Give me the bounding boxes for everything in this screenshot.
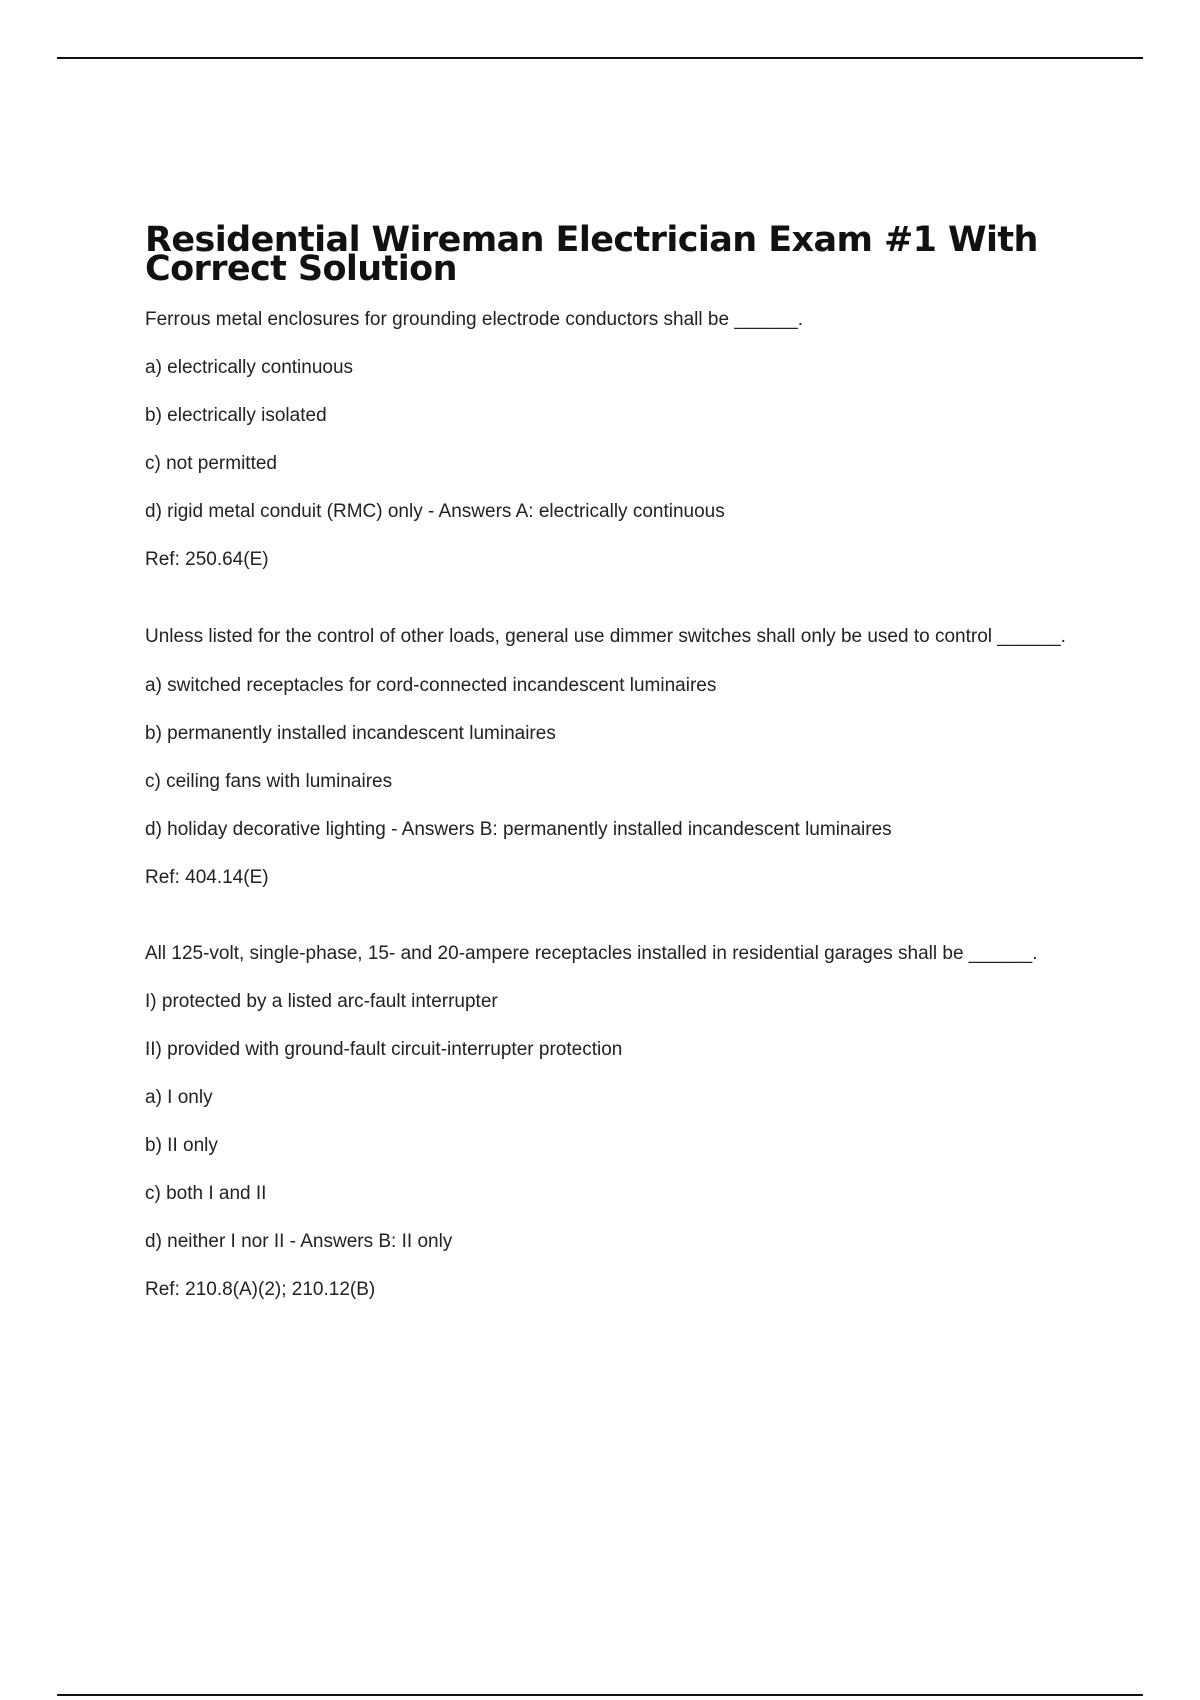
answer-option-a: a) electrically continuous <box>145 357 354 378</box>
answer-option-d: d) rigid metal conduit (RMC) only - Answers A: electrically continuous <box>145 501 725 522</box>
question-3 <box>145 939 1085 1305</box>
question-prompt: Unless listed for the control of other loads, general use dimmer switches shall only be used to control ______. <box>145 626 1066 647</box>
header-rule <box>57 57 1143 59</box>
answer-option-b: b) II only <box>145 1135 218 1156</box>
reference: Ref: 404.14(E) <box>145 867 269 888</box>
question-2 <box>145 621 1085 893</box>
footer-rule <box>57 1694 1143 1696</box>
answer-option-a: a) I only <box>145 1087 213 1108</box>
answer-option-b: b) permanently installed incandescent luminaires <box>145 723 556 744</box>
answer-option-b: b) electrically isolated <box>145 405 327 426</box>
answer-option-d: d) neither I nor II - Answers B: II only <box>145 1231 453 1252</box>
answer-option-c: c) not permitted <box>145 453 277 474</box>
reference: Ref: 250.64(E) <box>145 549 269 570</box>
question-1 <box>145 305 1085 575</box>
document-body <box>145 220 1085 1323</box>
question-prompt: All 125-volt, single-phase, 15- and 20-ampere receptacles installed in residential garages shall be ______. <box>145 943 1038 964</box>
statement-ii: II) provided with ground-fault circuit-interrupter protection <box>145 1039 623 1060</box>
answer-option-c: c) ceiling fans with luminaires <box>145 771 393 792</box>
statement-i: I) protected by a listed arc-fault interrupter <box>145 991 498 1012</box>
answer-option-d: d) holiday decorative lighting - Answers B: permanently installed incandescent luminaires <box>145 819 892 840</box>
question-prompt: Ferrous metal enclosures for grounding electrode conductors shall be ______. <box>145 309 803 330</box>
document-title: Residential Wireman Electrician Exam #1 With Correct Solution <box>145 220 1038 289</box>
reference: Ref: 210.8(A)(2); 210.12(B) <box>145 1279 376 1300</box>
answer-option-a: a) switched receptacles for cord-connected incandescent luminaires <box>145 675 717 696</box>
answer-option-c: c) both I and II <box>145 1183 267 1204</box>
